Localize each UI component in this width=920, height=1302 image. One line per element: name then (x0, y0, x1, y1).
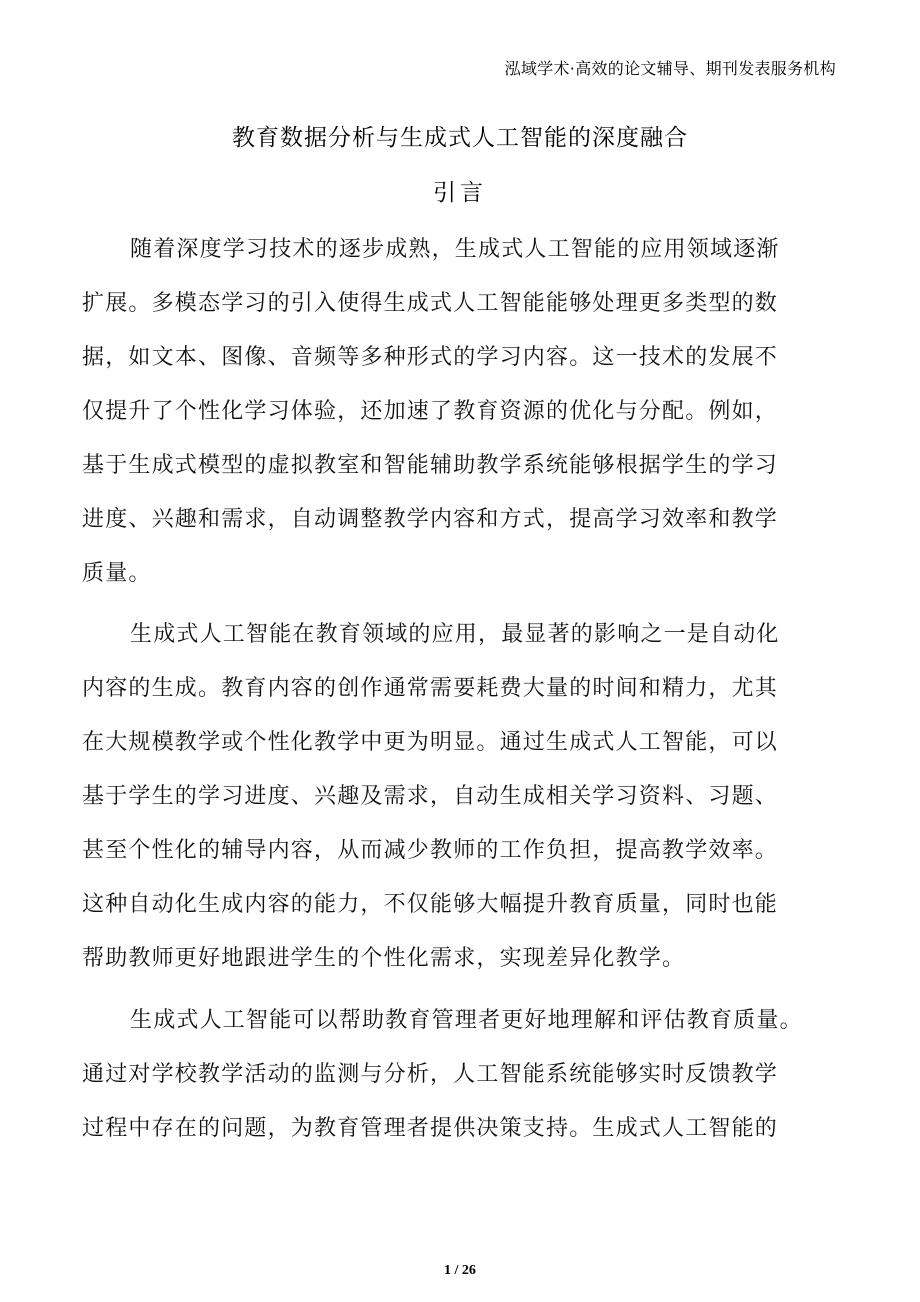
page-number: 1 / 26 (444, 1263, 476, 1278)
text-line: 甚至个性化的辅导内容，从而减少教师的工作负担，提高教学效率。 (82, 838, 779, 863)
text-line: 质量。 (82, 561, 152, 586)
text-line: 基于学生的学习进度、兴趣及需求，自动生成相关学习资料、习题、 (82, 784, 779, 809)
text-line: 随着深度学习技术的逐步成熟，生成式人工智能的应用领域逐渐 (130, 237, 780, 262)
text-line: 进度、兴趣和需求，自动调整教学内容和方式，提高学习效率和教学 (82, 507, 779, 532)
section-heading: 引言 (433, 180, 487, 206)
text-line: 在大规模教学或个性化教学中更为明显。通过生成式人工智能，可以 (82, 730, 779, 755)
text-line: 生成式人工智能可以帮助教育管理者更好地理解和评估教育质量。 (130, 1008, 803, 1033)
text-line: 内容的生成。教育内容的创作通常需要耗费大量的时间和精力，尤其 (82, 676, 779, 701)
text-line: 基于生成式模型的虚拟教室和智能辅助教学系统能够根据学生的学习 (82, 453, 779, 478)
text-line: 扩展。多模态学习的引入使得生成式人工智能能够处理更多类型的数 (82, 291, 779, 316)
text-line: 生成式人工智能在教育领域的应用，最显著的影响之一是自动化 (130, 622, 780, 647)
document-title: 教育数据分析与生成式人工智能的深度融合 (232, 125, 688, 151)
text-line: 这种自动化生成内容的能力，不仅能够大幅提升教育质量，同时也能 (82, 892, 779, 917)
text-line: 通过对学校教学活动的监测与分析，人工智能系统能够实时反馈教学 (82, 1062, 779, 1087)
paragraph-3 (82, 994, 862, 1156)
text-line: 过程中存在的问题，为教育管理者提供决策支持。生成式人工智能的 (82, 1116, 779, 1141)
paragraph-2 (82, 608, 862, 986)
page-header: 泓域学术·高效的论文辅导、期刊发表服务机构 (504, 59, 836, 78)
text-line: 帮助教师更好地跟进学生的个性化需求，实现差异化教学。 (82, 946, 686, 971)
text-line: 据，如文本、图像、音频等多种形式的学习内容。这一技术的发展不 (82, 345, 779, 370)
text-line: 仅提升了个性化学习体验，还加速了教育资源的优化与分配。例如， (82, 399, 779, 424)
paragraph-1 (82, 223, 862, 601)
